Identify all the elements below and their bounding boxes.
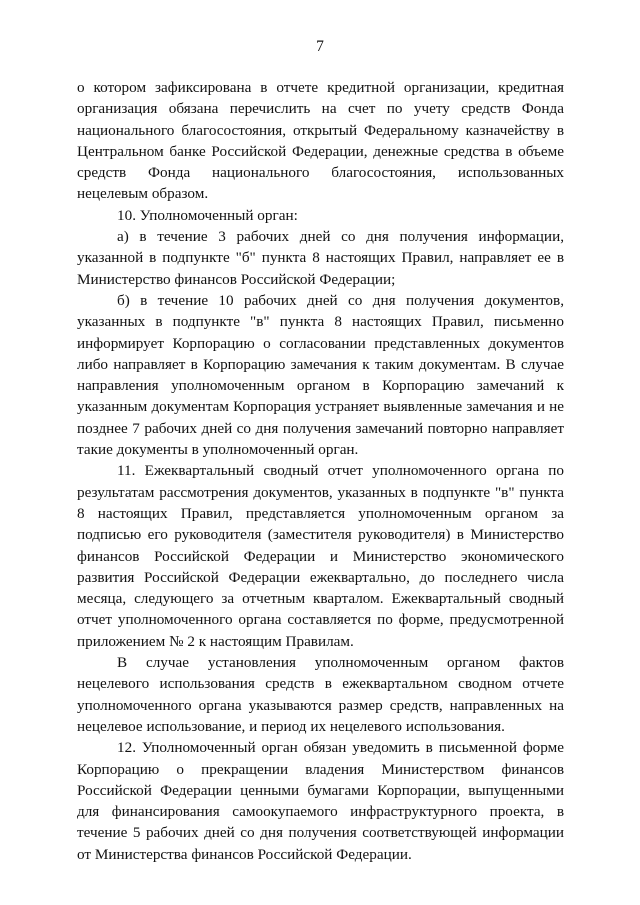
paragraph-continuation: о котором зафиксирована в отчете кредитной организации, кредитная организация обязана перечислить на счет по учету средств Фонда национального благосостояния, открытый Федеральному казначейству в Центральном банке Российской Федерации, денежные средства в объеме средств Фонда национального благосостояния, использованных нецелевым образом. — [77, 79, 564, 203]
paragraph-item-12: 12. Уполномоченный орган обязан уведомить в письменной форме Корпорацию о прекращении владения Министерством финансов Российской Федерации ценными бумагами Корпорации, выпущенными для финансирования самоокупаемого инфраструктурного проекта, в течение 5 рабочих дней со дня получения соответствующей информации от Министерства финансов Российской Федерации. — [77, 739, 564, 863]
paragraph-subitem-b: б) в течение 10 рабочих дней со дня получения документов, указанных в подпункте "в" пункта 8 настоящих Правил, письменно информирует Корпорацию о согласовании представленных документов либо направляет в Корпорацию замечания к таким документам. В случае направления уполномоченным органом в Корпорацию замечаний к указанным документам Корпорация устраняет выявленные замечания и не позднее 7 рабочих дней со дня получения замечаний повторно направляет такие документы в уполномоченный орган. — [77, 291, 564, 459]
page-number: 7 — [316, 38, 324, 55]
paragraph-item-11: 11. Ежеквартальный сводный отчет уполномоченного органа по результатам рассмотрения документов, указанных в подпункте "в" пункта 8 настоящих Правил, представляется уполномоченным органом за подписью его руководителя (заместителя руководителя) в Министерство финансов Российской Федерации и Министерство экономического развития Российской Федерации ежеквартально, до последнего числа месяца, следующего за отчетным кварталом. Ежеквартальный сводный отчет уполномоченного органа составляется по форме, предусмотренной приложением № 2 к настоящим Правилам. — [77, 462, 564, 650]
paragraph-subitem-a: а) в течение 3 рабочих дней со дня получения информации, указанной в подпункте "б" пункта 8 настоящих Правил, направляет ее в Министерство финансов Российской Федерации; — [77, 228, 564, 288]
paragraph-item-10: 10. Уполномоченный орган: — [117, 206, 298, 224]
document-body — [77, 77, 564, 865]
paragraph-misuse-case: В случае установления уполномоченным органом фактов нецелевого использования средств в ежеквартальном сводном отчете уполномоченного органа указываются размер средств, направленных на нецелевое использование, и период их нецелевого использования. — [77, 654, 564, 735]
